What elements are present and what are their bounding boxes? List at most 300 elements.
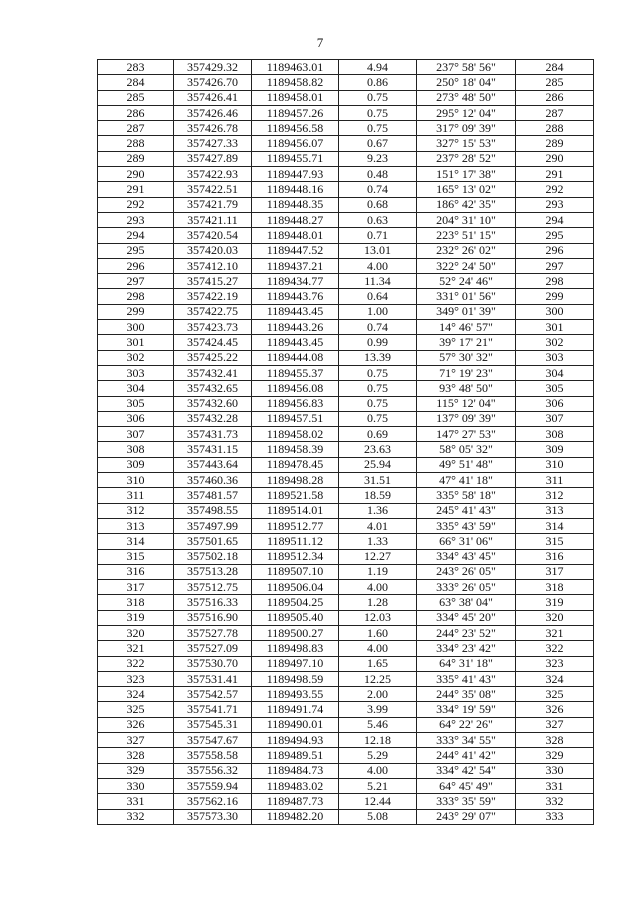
x-coordinate-cell: 357426.46 — [174, 105, 252, 120]
distance-cell: 0.86 — [339, 75, 417, 90]
y-coordinate-cell: 1189458.39 — [252, 442, 339, 457]
x-coordinate-cell: 357559.94 — [174, 778, 252, 793]
table-row — [98, 687, 594, 702]
point-number-cell: 310 — [98, 473, 174, 488]
y-coordinate-cell: 1189507.10 — [252, 564, 339, 579]
bearing-cell: 237° 58' 56" — [417, 60, 516, 75]
bearing-cell: 295° 12' 04" — [417, 105, 516, 120]
distance-cell: 0.75 — [339, 381, 417, 396]
point-number-cell: 327 — [98, 733, 174, 748]
next-point-cell: 299 — [516, 289, 594, 304]
bearing-cell: 58° 05' 32" — [417, 442, 516, 457]
table-row — [98, 702, 594, 717]
next-point-cell: 303 — [516, 350, 594, 365]
bearing-cell: 245° 41' 43" — [417, 503, 516, 518]
point-number-cell: 299 — [98, 304, 174, 319]
point-number-cell: 318 — [98, 595, 174, 610]
next-point-cell: 326 — [516, 702, 594, 717]
distance-cell: 0.71 — [339, 228, 417, 243]
x-coordinate-cell: 357432.60 — [174, 396, 252, 411]
distance-cell: 0.75 — [339, 365, 417, 380]
y-coordinate-cell: 1189497.10 — [252, 656, 339, 671]
x-coordinate-cell: 357422.93 — [174, 167, 252, 182]
table-row — [98, 228, 594, 243]
point-number-cell: 321 — [98, 641, 174, 656]
bearing-cell: 322° 24' 50" — [417, 258, 516, 273]
x-coordinate-cell: 357497.99 — [174, 518, 252, 533]
y-coordinate-cell: 1189456.58 — [252, 121, 339, 136]
bearing-cell: 244° 23' 52" — [417, 625, 516, 640]
x-coordinate-cell: 357415.27 — [174, 274, 252, 289]
distance-cell: 12.27 — [339, 549, 417, 564]
table-row — [98, 151, 594, 166]
table-row — [98, 105, 594, 120]
x-coordinate-cell: 357502.18 — [174, 549, 252, 564]
bearing-cell: 39° 17' 21" — [417, 335, 516, 350]
y-coordinate-cell: 1189448.01 — [252, 228, 339, 243]
bearing-cell: 273° 48' 50" — [417, 90, 516, 105]
distance-cell: 4.00 — [339, 763, 417, 778]
x-coordinate-cell: 357422.75 — [174, 304, 252, 319]
point-number-cell: 312 — [98, 503, 174, 518]
point-number-cell: 309 — [98, 457, 174, 472]
next-point-cell: 305 — [516, 381, 594, 396]
distance-cell: 5.46 — [339, 717, 417, 732]
y-coordinate-cell: 1189514.01 — [252, 503, 339, 518]
bearing-cell: 232° 26' 02" — [417, 243, 516, 258]
next-point-cell: 289 — [516, 136, 594, 151]
bearing-cell: 64° 45' 49" — [417, 778, 516, 793]
y-coordinate-cell: 1189490.01 — [252, 717, 339, 732]
table-row — [98, 794, 594, 809]
bearing-cell: 147° 27' 53" — [417, 427, 516, 442]
distance-cell: 12.25 — [339, 671, 417, 686]
next-point-cell: 320 — [516, 610, 594, 625]
table-row — [98, 304, 594, 319]
next-point-cell: 314 — [516, 518, 594, 533]
table-row — [98, 75, 594, 90]
y-coordinate-cell: 1189521.58 — [252, 488, 339, 503]
y-coordinate-cell: 1189447.93 — [252, 167, 339, 182]
x-coordinate-cell: 357412.10 — [174, 258, 252, 273]
next-point-cell: 333 — [516, 809, 594, 824]
y-coordinate-cell: 1189443.26 — [252, 320, 339, 335]
x-coordinate-cell: 357443.64 — [174, 457, 252, 472]
table-row — [98, 717, 594, 732]
next-point-cell: 331 — [516, 778, 594, 793]
y-coordinate-cell: 1189498.59 — [252, 671, 339, 686]
coordinate-table-container — [97, 59, 594, 825]
x-coordinate-cell: 357573.30 — [174, 809, 252, 824]
y-coordinate-cell: 1189458.01 — [252, 90, 339, 105]
distance-cell: 31.51 — [339, 473, 417, 488]
point-number-cell: 308 — [98, 442, 174, 457]
bearing-cell: 52° 24' 46" — [417, 274, 516, 289]
next-point-cell: 294 — [516, 212, 594, 227]
table-row — [98, 411, 594, 426]
point-number-cell: 290 — [98, 167, 174, 182]
y-coordinate-cell: 1189506.04 — [252, 580, 339, 595]
table-row — [98, 365, 594, 380]
point-number-cell: 320 — [98, 625, 174, 640]
y-coordinate-cell: 1189478.45 — [252, 457, 339, 472]
bearing-cell: 349° 01' 39" — [417, 304, 516, 319]
point-number-cell: 287 — [98, 121, 174, 136]
next-point-cell: 292 — [516, 182, 594, 197]
table-row — [98, 625, 594, 640]
x-coordinate-cell: 357516.33 — [174, 595, 252, 610]
next-point-cell: 291 — [516, 167, 594, 182]
point-number-cell: 294 — [98, 228, 174, 243]
table-row — [98, 488, 594, 503]
x-coordinate-cell: 357501.65 — [174, 534, 252, 549]
bearing-cell: 93° 48' 50" — [417, 381, 516, 396]
x-coordinate-cell: 357558.58 — [174, 748, 252, 763]
next-point-cell: 296 — [516, 243, 594, 258]
table-row — [98, 167, 594, 182]
next-point-cell: 323 — [516, 656, 594, 671]
bearing-cell: 244° 35' 08" — [417, 687, 516, 702]
x-coordinate-cell: 357460.36 — [174, 473, 252, 488]
y-coordinate-cell: 1189447.52 — [252, 243, 339, 258]
table-row — [98, 212, 594, 227]
bearing-cell: 151° 17' 38" — [417, 167, 516, 182]
point-number-cell: 323 — [98, 671, 174, 686]
table-row — [98, 733, 594, 748]
distance-cell: 0.63 — [339, 212, 417, 227]
table-row — [98, 121, 594, 136]
distance-cell: 13.01 — [339, 243, 417, 258]
distance-cell: 5.29 — [339, 748, 417, 763]
y-coordinate-cell: 1189512.77 — [252, 518, 339, 533]
y-coordinate-cell: 1189498.28 — [252, 473, 339, 488]
point-number-cell: 285 — [98, 90, 174, 105]
coordinate-table-body — [98, 60, 594, 825]
y-coordinate-cell: 1189494.93 — [252, 733, 339, 748]
bearing-cell: 334° 45' 20" — [417, 610, 516, 625]
next-point-cell: 313 — [516, 503, 594, 518]
x-coordinate-cell: 357422.51 — [174, 182, 252, 197]
table-row — [98, 595, 594, 610]
next-point-cell: 317 — [516, 564, 594, 579]
point-number-cell: 322 — [98, 656, 174, 671]
table-row — [98, 748, 594, 763]
distance-cell: 4.00 — [339, 580, 417, 595]
bearing-cell: 66° 31' 06" — [417, 534, 516, 549]
table-row — [98, 274, 594, 289]
distance-cell: 0.48 — [339, 167, 417, 182]
point-number-cell: 291 — [98, 182, 174, 197]
bearing-cell: 333° 26' 05" — [417, 580, 516, 595]
distance-cell: 0.75 — [339, 90, 417, 105]
table-row — [98, 289, 594, 304]
next-point-cell: 325 — [516, 687, 594, 702]
point-number-cell: 330 — [98, 778, 174, 793]
table-row — [98, 427, 594, 442]
bearing-cell: 64° 22' 26" — [417, 717, 516, 732]
point-number-cell: 319 — [98, 610, 174, 625]
next-point-cell: 306 — [516, 396, 594, 411]
distance-cell: 0.68 — [339, 197, 417, 212]
distance-cell: 4.94 — [339, 60, 417, 75]
point-number-cell: 288 — [98, 136, 174, 151]
point-number-cell: 306 — [98, 411, 174, 426]
y-coordinate-cell: 1189458.02 — [252, 427, 339, 442]
point-number-cell: 331 — [98, 794, 174, 809]
next-point-cell: 332 — [516, 794, 594, 809]
bearing-cell: 244° 41' 42" — [417, 748, 516, 763]
point-number-cell: 315 — [98, 549, 174, 564]
point-number-cell: 283 — [98, 60, 174, 75]
y-coordinate-cell: 1189489.51 — [252, 748, 339, 763]
distance-cell: 23.63 — [339, 442, 417, 457]
y-coordinate-cell: 1189448.16 — [252, 182, 339, 197]
point-number-cell: 302 — [98, 350, 174, 365]
bearing-cell: 334° 43' 45" — [417, 549, 516, 564]
bearing-cell: 47° 41' 18" — [417, 473, 516, 488]
bearing-cell: 14° 46' 57" — [417, 320, 516, 335]
distance-cell: 0.75 — [339, 411, 417, 426]
table-row — [98, 182, 594, 197]
table-row — [98, 641, 594, 656]
bearing-cell: 243° 29' 07" — [417, 809, 516, 824]
table-row — [98, 136, 594, 151]
x-coordinate-cell: 357481.57 — [174, 488, 252, 503]
x-coordinate-cell: 357423.73 — [174, 320, 252, 335]
table-row — [98, 350, 594, 365]
point-number-cell: 328 — [98, 748, 174, 763]
table-row — [98, 671, 594, 686]
bearing-cell: 237° 28' 52" — [417, 151, 516, 166]
y-coordinate-cell: 1189512.34 — [252, 549, 339, 564]
point-number-cell: 311 — [98, 488, 174, 503]
next-point-cell: 311 — [516, 473, 594, 488]
y-coordinate-cell: 1189443.45 — [252, 335, 339, 350]
table-row — [98, 457, 594, 472]
y-coordinate-cell: 1189456.83 — [252, 396, 339, 411]
y-coordinate-cell: 1189444.08 — [252, 350, 339, 365]
x-coordinate-cell: 357425.22 — [174, 350, 252, 365]
point-number-cell: 303 — [98, 365, 174, 380]
next-point-cell: 307 — [516, 411, 594, 426]
distance-cell: 4.00 — [339, 258, 417, 273]
table-row — [98, 473, 594, 488]
table-row — [98, 197, 594, 212]
distance-cell: 9.23 — [339, 151, 417, 166]
y-coordinate-cell: 1189483.02 — [252, 778, 339, 793]
bearing-cell: 57° 30' 32" — [417, 350, 516, 365]
y-coordinate-cell: 1189491.74 — [252, 702, 339, 717]
point-number-cell: 313 — [98, 518, 174, 533]
distance-cell: 0.67 — [339, 136, 417, 151]
next-point-cell: 295 — [516, 228, 594, 243]
point-number-cell: 316 — [98, 564, 174, 579]
point-number-cell: 317 — [98, 580, 174, 595]
y-coordinate-cell: 1189443.45 — [252, 304, 339, 319]
next-point-cell: 285 — [516, 75, 594, 90]
x-coordinate-cell: 357421.79 — [174, 197, 252, 212]
next-point-cell: 302 — [516, 335, 594, 350]
table-row — [98, 763, 594, 778]
next-point-cell: 321 — [516, 625, 594, 640]
distance-cell: 5.21 — [339, 778, 417, 793]
x-coordinate-cell: 357432.28 — [174, 411, 252, 426]
y-coordinate-cell: 1189456.07 — [252, 136, 339, 151]
bearing-cell: 333° 34' 55" — [417, 733, 516, 748]
point-number-cell: 298 — [98, 289, 174, 304]
next-point-cell: 293 — [516, 197, 594, 212]
x-coordinate-cell: 357420.54 — [174, 228, 252, 243]
x-coordinate-cell: 357527.78 — [174, 625, 252, 640]
bearing-cell: 71° 19' 23" — [417, 365, 516, 380]
y-coordinate-cell: 1189498.83 — [252, 641, 339, 656]
distance-cell: 12.03 — [339, 610, 417, 625]
next-point-cell: 310 — [516, 457, 594, 472]
point-number-cell: 324 — [98, 687, 174, 702]
bearing-cell: 115° 12' 04" — [417, 396, 516, 411]
y-coordinate-cell: 1189458.82 — [252, 75, 339, 90]
table-row — [98, 778, 594, 793]
y-coordinate-cell: 1189505.40 — [252, 610, 339, 625]
y-coordinate-cell: 1189457.51 — [252, 411, 339, 426]
x-coordinate-cell: 357530.70 — [174, 656, 252, 671]
distance-cell: 0.99 — [339, 335, 417, 350]
y-coordinate-cell: 1189487.73 — [252, 794, 339, 809]
next-point-cell: 318 — [516, 580, 594, 595]
y-coordinate-cell: 1189457.26 — [252, 105, 339, 120]
point-number-cell: 314 — [98, 534, 174, 549]
table-row — [98, 381, 594, 396]
distance-cell: 0.64 — [339, 289, 417, 304]
y-coordinate-cell: 1189456.08 — [252, 381, 339, 396]
next-point-cell: 300 — [516, 304, 594, 319]
distance-cell: 13.39 — [339, 350, 417, 365]
next-point-cell: 286 — [516, 90, 594, 105]
table-row — [98, 549, 594, 564]
next-point-cell: 322 — [516, 641, 594, 656]
page-number: 7 — [316, 35, 324, 50]
x-coordinate-cell: 357426.70 — [174, 75, 252, 90]
distance-cell: 1.60 — [339, 625, 417, 640]
point-number-cell: 297 — [98, 274, 174, 289]
x-coordinate-cell: 357516.90 — [174, 610, 252, 625]
distance-cell: 0.74 — [339, 182, 417, 197]
bearing-cell: 334° 19' 59" — [417, 702, 516, 717]
point-number-cell: 305 — [98, 396, 174, 411]
distance-cell: 4.01 — [339, 518, 417, 533]
y-coordinate-cell: 1189448.35 — [252, 197, 339, 212]
y-coordinate-cell: 1189511.12 — [252, 534, 339, 549]
point-number-cell: 293 — [98, 212, 174, 227]
point-number-cell: 301 — [98, 335, 174, 350]
table-row — [98, 564, 594, 579]
next-point-cell: 297 — [516, 258, 594, 273]
table-row — [98, 656, 594, 671]
next-point-cell: 301 — [516, 320, 594, 335]
next-point-cell: 312 — [516, 488, 594, 503]
next-point-cell: 329 — [516, 748, 594, 763]
y-coordinate-cell: 1189434.77 — [252, 274, 339, 289]
point-number-cell: 295 — [98, 243, 174, 258]
x-coordinate-cell: 357431.15 — [174, 442, 252, 457]
table-row — [98, 503, 594, 518]
x-coordinate-cell: 357498.55 — [174, 503, 252, 518]
next-point-cell: 290 — [516, 151, 594, 166]
table-row — [98, 335, 594, 350]
y-coordinate-cell: 1189448.27 — [252, 212, 339, 227]
point-number-cell: 329 — [98, 763, 174, 778]
point-number-cell: 292 — [98, 197, 174, 212]
y-coordinate-cell: 1189484.73 — [252, 763, 339, 778]
next-point-cell: 328 — [516, 733, 594, 748]
x-coordinate-cell: 357431.73 — [174, 427, 252, 442]
bearing-cell: 333° 35' 59" — [417, 794, 516, 809]
bearing-cell: 335° 43' 59" — [417, 518, 516, 533]
y-coordinate-cell: 1189500.27 — [252, 625, 339, 640]
bearing-cell: 64° 31' 18" — [417, 656, 516, 671]
next-point-cell: 298 — [516, 274, 594, 289]
point-number-cell: 284 — [98, 75, 174, 90]
bearing-cell: 334° 23' 42" — [417, 641, 516, 656]
next-point-cell: 287 — [516, 105, 594, 120]
bearing-cell: 137° 09' 39" — [417, 411, 516, 426]
y-coordinate-cell: 1189463.01 — [252, 60, 339, 75]
distance-cell: 12.18 — [339, 733, 417, 748]
next-point-cell: 324 — [516, 671, 594, 686]
x-coordinate-cell: 357422.19 — [174, 289, 252, 304]
x-coordinate-cell: 357513.28 — [174, 564, 252, 579]
next-point-cell: 284 — [516, 60, 594, 75]
y-coordinate-cell: 1189455.71 — [252, 151, 339, 166]
x-coordinate-cell: 357426.78 — [174, 121, 252, 136]
x-coordinate-cell: 357542.57 — [174, 687, 252, 702]
next-point-cell: 315 — [516, 534, 594, 549]
distance-cell: 4.00 — [339, 641, 417, 656]
point-number-cell: 289 — [98, 151, 174, 166]
point-number-cell: 296 — [98, 258, 174, 273]
point-number-cell: 325 — [98, 702, 174, 717]
next-point-cell: 330 — [516, 763, 594, 778]
table-row — [98, 320, 594, 335]
x-coordinate-cell: 357421.11 — [174, 212, 252, 227]
x-coordinate-cell: 357545.31 — [174, 717, 252, 732]
distance-cell: 0.69 — [339, 427, 417, 442]
next-point-cell: 304 — [516, 365, 594, 380]
table-row — [98, 243, 594, 258]
distance-cell: 0.75 — [339, 396, 417, 411]
bearing-cell: 63° 38' 04" — [417, 595, 516, 610]
table-row — [98, 442, 594, 457]
point-number-cell: 286 — [98, 105, 174, 120]
bearing-cell: 327° 15' 53" — [417, 136, 516, 151]
x-coordinate-cell: 357427.89 — [174, 151, 252, 166]
x-coordinate-cell: 357541.71 — [174, 702, 252, 717]
x-coordinate-cell: 357427.33 — [174, 136, 252, 151]
distance-cell: 18.59 — [339, 488, 417, 503]
bearing-cell: 334° 42' 54" — [417, 763, 516, 778]
point-number-cell: 326 — [98, 717, 174, 732]
y-coordinate-cell: 1189455.37 — [252, 365, 339, 380]
bearing-cell: 331° 01' 56" — [417, 289, 516, 304]
x-coordinate-cell: 357527.09 — [174, 641, 252, 656]
distance-cell: 2.00 — [339, 687, 417, 702]
point-number-cell: 332 — [98, 809, 174, 824]
x-coordinate-cell: 357531.41 — [174, 671, 252, 686]
point-number-cell: 307 — [98, 427, 174, 442]
table-row — [98, 396, 594, 411]
table-row — [98, 258, 594, 273]
bearing-cell: 335° 41' 43" — [417, 671, 516, 686]
